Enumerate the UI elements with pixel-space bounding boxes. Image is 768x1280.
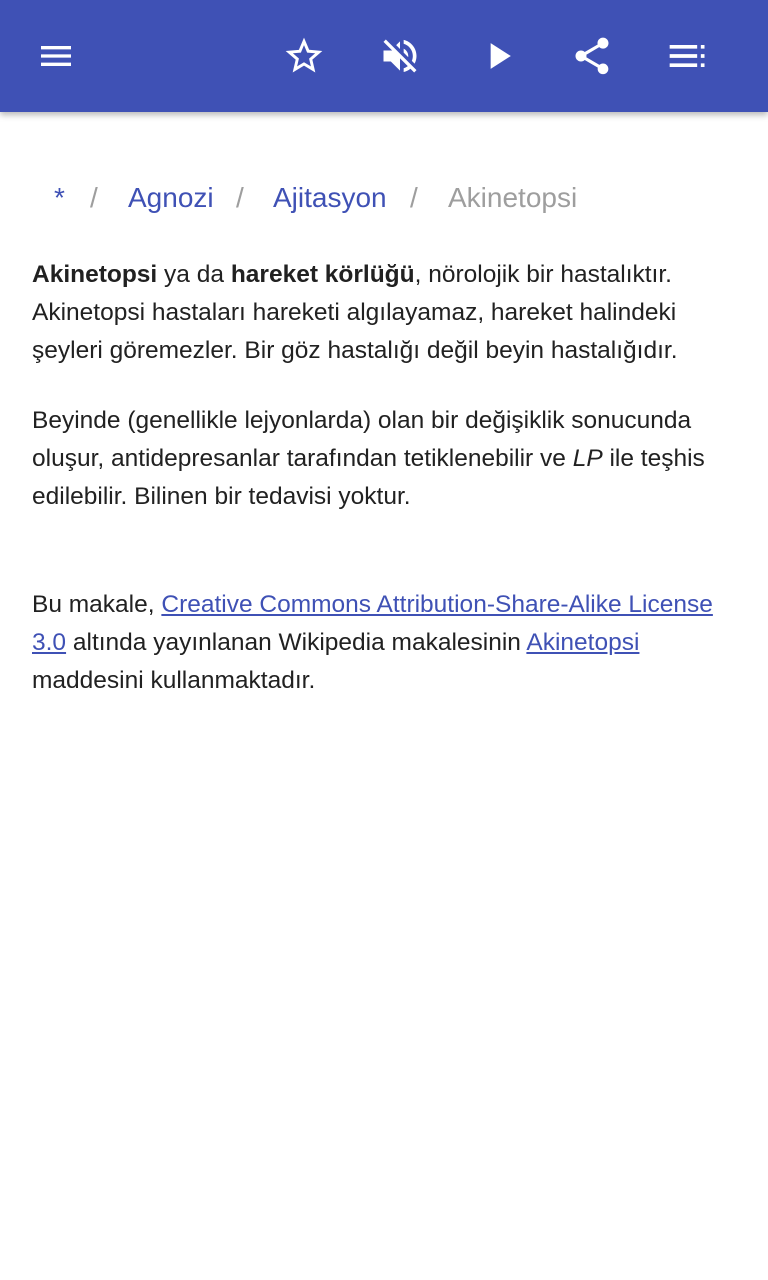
playlist-button[interactable]	[660, 28, 716, 84]
text-fragment: maddesini kullanmaktadır.	[32, 667, 316, 694]
text-fragment: Bu makale,	[32, 591, 162, 618]
breadcrumb-item-ajitasyon[interactable]: Ajitasyon	[273, 182, 387, 213]
play-icon	[476, 34, 520, 78]
text-fragment: ya da	[157, 261, 231, 288]
text-fragment: altında yayınlanan Wikipedia makalesinin	[66, 629, 527, 656]
breadcrumb-item-agnozi[interactable]: Agnozi	[128, 182, 214, 213]
menu-button[interactable]	[28, 28, 84, 84]
favorite-button[interactable]	[276, 28, 332, 84]
article-term: Akinetopsi	[32, 261, 158, 288]
text-fragment: , nörolojik bir hastalıktır. Akinetopsi hastaları hareketi algılayamaz, hareket halindeki şeyleri göremezler. Bir göz hastalığı değil beyin hastalığıdır.	[32, 261, 678, 364]
license-attribution	[32, 586, 738, 700]
breadcrumb-separator: /	[410, 182, 418, 213]
text-fragment: Beyinde (genellikle lejyonlarda) olan bir değişiklik sonucunda oluşur, antidepresanlar tarafından tetiklenebilir ve	[32, 407, 692, 472]
menu-icon	[36, 36, 76, 76]
article-paragraph-intro	[32, 256, 738, 370]
breadcrumb-separator: /	[236, 182, 244, 213]
article-alt-term: hareket körlüğü	[230, 261, 415, 288]
text-fragment: ile teşhis edilebilir. Bilinen bir tedavisi yoktur.	[32, 445, 705, 510]
play-button[interactable]	[470, 28, 526, 84]
breadcrumb-item-root[interactable]: *	[54, 182, 65, 213]
star-outline-icon	[282, 34, 326, 78]
wikipedia-article-link[interactable]: Akinetopsi	[526, 629, 640, 656]
mute-button[interactable]	[372, 28, 428, 84]
license-link[interactable]: Creative Commons Attribution-Share-Alike License 3.0	[32, 591, 713, 656]
breadcrumb-item-current: Akinetopsi	[448, 182, 578, 213]
breadcrumb-separator: /	[90, 182, 98, 213]
volume-off-icon	[378, 34, 422, 78]
article-paragraph-cause	[32, 402, 738, 516]
share-button[interactable]	[564, 28, 620, 84]
app-toolbar	[0, 0, 768, 112]
playlist-icon	[666, 34, 710, 78]
share-icon	[570, 34, 614, 78]
italic-term: LP	[572, 445, 603, 472]
